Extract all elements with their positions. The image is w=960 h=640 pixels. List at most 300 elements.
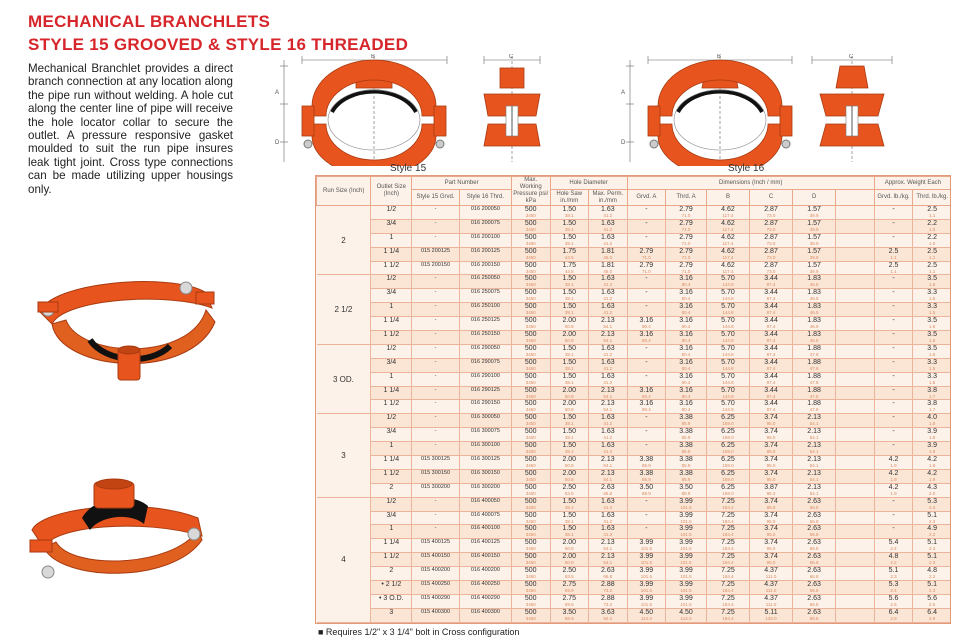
outlet-size-cell-value: 3/4 (386, 219, 397, 227)
thrd-a-cell (666, 386, 707, 400)
header-dim-d: D (793, 190, 836, 206)
dim-c-cell (750, 303, 793, 317)
weight-thrd-cell-value: 3.3 (927, 289, 938, 297)
weight-grvd-cell (874, 428, 913, 442)
dim-b-cell-value: 4.62 (721, 219, 735, 227)
dim-b-cell-metric: 184.4 (722, 574, 734, 580)
pressure-cell (511, 483, 550, 497)
max-perm-cell (589, 233, 628, 247)
filler-cell (836, 386, 875, 400)
part-style15-cell (412, 525, 460, 539)
weight-thrd-cell-metric: 1.6 (929, 351, 936, 357)
hole-saw-cell-metric: 38.1 (564, 379, 574, 385)
max-perm-cell-metric: 41.2 (603, 351, 613, 357)
grvd-a-cell-value: 2.79 (639, 261, 654, 269)
pressure-cell-metric: 3450 (525, 435, 536, 441)
part-style16-cell-value: 016 400150 (470, 553, 500, 560)
pressure-cell (511, 344, 550, 358)
part-style15-cell (412, 414, 460, 428)
part-style15-cell-value: - (434, 358, 437, 365)
dim-d-cell-value: 1.88 (807, 358, 821, 366)
weight-thrd-cell-value: 2.5 (927, 261, 938, 269)
table-body (317, 206, 952, 623)
branchlet-photo-style16 (22, 478, 212, 593)
weight-grvd-cell (874, 261, 913, 275)
max-perm-cell-value: 2.13 (601, 400, 615, 408)
max-perm-cell-metric: 41.2 (603, 504, 613, 510)
weight-thrd-cell-metric: 1.5 (929, 379, 936, 385)
part-style16-cell (459, 386, 511, 400)
weight-grvd-cell-value: - (892, 275, 895, 283)
dim-b-cell-value: 5.70 (721, 303, 735, 311)
grvd-a-cell-value: - (645, 275, 648, 283)
max-perm-cell-metric: 54.1 (603, 463, 613, 469)
dim-d-cell-metric: 46.5 (809, 310, 819, 316)
weight-thrd-cell (913, 317, 951, 331)
table-row (317, 428, 952, 442)
dim-b-cell-value: 5.70 (721, 344, 735, 352)
max-perm-cell (589, 206, 628, 220)
part-style16-cell-value: 016 400050 (470, 497, 500, 504)
thrd-a-cell-metric: 71.0 (681, 240, 691, 246)
dim-b-cell-value: 4.62 (721, 233, 735, 241)
dim-d-cell-value: 2.63 (807, 539, 821, 547)
table-row (317, 372, 952, 386)
dim-c-cell-metric: 73.0 (766, 254, 776, 260)
weight-grvd-cell (874, 303, 913, 317)
dim-c-cell-value: 3.74 (764, 539, 778, 547)
dim-b-cell-metric: 117.4 (722, 213, 734, 218)
dim-label-a: A (275, 90, 280, 96)
weight-thrd-cell (913, 525, 951, 539)
weight-grvd-cell-metric: 1.9 (890, 476, 897, 482)
dim-c-cell-value: 2.87 (764, 233, 778, 241)
part-style15-cell (412, 386, 460, 400)
thrd-a-cell-value: 3.99 (679, 553, 693, 561)
outlet-size-cell-value: 1/2 (386, 206, 397, 213)
weight-thrd-cell-metric: 2.5 (929, 601, 936, 607)
dim-c-cell (750, 358, 793, 372)
outlet-size-cell-value: 1 (389, 442, 394, 450)
dim-b-cell-value: 5.70 (721, 358, 735, 366)
dim-b-cell-value: 6.25 (721, 428, 735, 436)
dim-d-cell-metric: 46.5 (809, 338, 819, 344)
max-perm-cell-value: 1.63 (601, 233, 615, 241)
pressure-cell-metric: 3450 (525, 310, 536, 316)
pressure-cell (511, 525, 550, 539)
outlet-size-cell (371, 497, 412, 511)
grvd-a-cell-value: 3.99 (639, 594, 654, 602)
thrd-a-cell (666, 400, 707, 414)
part-style16-cell-value: 016 400125 (470, 539, 500, 546)
thrd-a-cell (666, 289, 707, 303)
thrd-a-cell-value: 3.16 (679, 331, 693, 339)
table-row (317, 317, 952, 331)
pressure-cell-metric: 3450 (525, 615, 536, 621)
dim-b-cell (706, 608, 749, 622)
hole-saw-cell-metric: 38.1 (564, 449, 574, 455)
weight-thrd-cell-value: 3.8 (927, 386, 938, 394)
product-description: Mechanical Branchlet provides a direct branch connection at any location along the pipe run without welding. A hole cut along the center line of pipe will receive the hole locator collar to secure the outlet. A pressure responsive gasket moulded to suit the run pipe insures leak tight joint. Cross type connections can be made utilizing upper housings only. (28, 62, 233, 196)
hole-saw-cell-metric: 38.1 (564, 435, 574, 441)
pressure-cell (511, 456, 550, 470)
thrd-a-cell-value: 3.99 (679, 497, 693, 505)
outlet-size-cell (371, 303, 412, 317)
part-style15-cell (412, 483, 460, 497)
hole-saw-cell-metric: 69.9 (564, 588, 574, 594)
weight-thrd-cell-metric: 2.4 (929, 504, 936, 510)
outlet-size-cell-value: 2 (389, 483, 394, 491)
pressure-cell-metric: 3450 (525, 254, 536, 260)
pressure-cell (511, 261, 550, 275)
part-style15-cell-value: 015 400125 (420, 539, 451, 546)
part-style15-cell (412, 358, 460, 372)
part-style16-cell (459, 372, 511, 386)
hole-saw-cell-value: 1.50 (562, 206, 577, 213)
outlet-size-cell (371, 247, 412, 261)
max-perm-cell-metric: 92.2 (603, 615, 613, 621)
thrd-a-cell (666, 483, 707, 497)
dim-c-cell-metric: 95.0 (766, 546, 776, 552)
pressure-cell (511, 358, 550, 372)
hole-saw-cell-value: 1.50 (562, 428, 577, 436)
grvd-a-cell-metric: 101.5 (640, 588, 652, 594)
dim-c-cell-value: 3.44 (764, 344, 778, 352)
thrd-a-cell-metric: 80.4 (681, 296, 691, 302)
weight-thrd-cell-value: 3.3 (927, 372, 938, 380)
max-perm-cell (589, 428, 628, 442)
grvd-a-cell-metric: 80.4 (641, 338, 651, 344)
weight-thrd-cell-metric: 1.0 (929, 240, 936, 246)
weight-thrd-cell (913, 608, 951, 622)
thrd-a-cell (666, 344, 707, 358)
pressure-cell-metric: 3450 (525, 324, 536, 330)
weight-thrd-cell (913, 303, 951, 317)
grvd-a-cell (627, 511, 666, 525)
weight-grvd-cell-value: - (892, 414, 895, 422)
hole-saw-cell (550, 317, 589, 331)
header-run-size: Run Size (Inch) (317, 177, 371, 206)
dim-d-cell-metric: 47.8 (809, 351, 819, 357)
dim-b-cell (706, 483, 749, 497)
style16-drawing (612, 54, 902, 166)
pressure-cell-metric: 3450 (525, 351, 536, 357)
dim-b-cell-value: 7.25 (721, 539, 735, 547)
weight-grvd-cell-metric: 1.1 (890, 254, 897, 260)
hole-saw-cell-metric: 38.1 (564, 282, 574, 288)
grvd-a-cell-metric: 71.0 (641, 254, 651, 260)
outlet-size-cell-value: 1/2 (386, 275, 397, 283)
max-perm-cell-value: 1.81 (601, 261, 615, 269)
dim-c-cell-value: 4.37 (764, 567, 778, 575)
grvd-a-cell (627, 331, 666, 345)
pressure-cell-metric: 3450 (525, 393, 536, 399)
max-perm-cell-value: 1.63 (601, 206, 615, 213)
dim-b-cell (706, 539, 749, 553)
table-row (317, 511, 952, 525)
filler-cell (836, 539, 875, 553)
outlet-size-cell-value: 1 (389, 372, 394, 380)
dim-c-cell-metric: 87.4 (766, 379, 776, 385)
max-perm-cell (589, 331, 628, 345)
hole-saw-cell (550, 469, 589, 483)
part-style15-cell-value: - (434, 219, 437, 226)
weight-thrd-cell-metric: 2.0 (929, 490, 936, 496)
hole-saw-cell-value: 2.50 (562, 567, 577, 575)
weight-grvd-cell (874, 497, 913, 511)
thrd-a-cell (666, 525, 707, 539)
thrd-a-cell-value: 3.99 (679, 567, 693, 575)
dim-c-cell-metric: 95.0 (766, 532, 776, 538)
part-style16-cell-value: 016 200075 (470, 219, 500, 226)
hole-saw-cell-value: 2.00 (562, 331, 577, 339)
dim-b-cell-value: 4.62 (721, 261, 735, 269)
dim-d-cell-metric: 54.1 (809, 421, 819, 427)
hole-saw-cell-value: 1.50 (562, 525, 577, 533)
pressure-cell-value: 500 (524, 247, 537, 255)
dim-c-cell-value: 3.44 (764, 317, 778, 325)
pressure-cell (511, 553, 550, 567)
dim-c-cell-value: 2.87 (764, 206, 778, 213)
outlet-size-cell (371, 372, 412, 386)
thrd-a-cell-metric: 101.5 (680, 504, 692, 510)
dim-b-cell (706, 331, 749, 345)
dim-d-cell-metric: 66.8 (809, 518, 819, 524)
hole-saw-cell-metric: 38.1 (564, 532, 574, 538)
weight-grvd-cell (874, 275, 913, 289)
thrd-a-cell-metric: 80.4 (681, 393, 691, 399)
hole-saw-cell-value: 1.75 (562, 247, 577, 255)
dim-d-cell (793, 511, 836, 525)
part-style15-cell (412, 275, 460, 289)
weight-grvd-cell-value: - (892, 400, 895, 408)
grvd-a-cell (627, 567, 666, 581)
max-perm-cell (589, 497, 628, 511)
header-weight-grvd: Grvd. lb./kg. (874, 190, 913, 206)
hole-saw-cell-value: 2.75 (562, 581, 577, 589)
dim-c-cell-metric: 95.0 (766, 421, 776, 427)
part-style16-cell-value: 016 290125 (470, 386, 500, 393)
dim-d-cell (793, 456, 836, 470)
weight-grvd-cell-value: - (892, 372, 895, 380)
weight-grvd-cell-metric: 2.5 (890, 601, 897, 607)
outlet-size-cell-value: 1 1/4 (383, 456, 400, 464)
dim-b-cell-metric: 144.8 (722, 282, 734, 288)
dim-c-cell-value: 3.74 (764, 525, 778, 533)
weight-grvd-cell-value: 4.2 (888, 469, 899, 477)
dim-d-cell-metric: 46.5 (809, 282, 819, 288)
dim-c-cell-metric: 87.4 (766, 282, 776, 288)
weight-thrd-cell-metric: 1.0 (929, 226, 936, 232)
outlet-size-cell (371, 386, 412, 400)
dim-b-cell-metric: 144.8 (722, 296, 734, 302)
max-perm-cell-value: 2.63 (601, 567, 615, 575)
pressure-cell-metric: 3450 (525, 449, 536, 455)
weight-thrd-cell-value: 2.2 (927, 219, 938, 227)
dim-b-cell (706, 358, 749, 372)
thrd-a-cell-metric: 80.4 (681, 310, 691, 316)
header-dimensions: Dimensions (Inch / mm) (627, 177, 874, 190)
max-perm-cell-metric: 41.2 (603, 421, 613, 427)
grvd-a-cell (627, 358, 666, 372)
part-style16-cell-value: 016 300125 (470, 456, 500, 463)
thrd-a-cell-metric: 71.0 (681, 268, 691, 274)
pressure-cell-metric: 3450 (525, 365, 536, 371)
dim-b-cell-value: 7.25 (721, 608, 735, 616)
thrd-a-cell-metric: 101.5 (680, 588, 692, 594)
dim-b-cell (706, 414, 749, 428)
pressure-cell-metric: 3450 (525, 407, 536, 413)
weight-grvd-cell (874, 331, 913, 345)
weight-grvd-cell-value: - (892, 317, 895, 325)
pressure-cell-value: 500 (524, 344, 537, 352)
table-row (317, 581, 952, 595)
table-row (317, 233, 952, 247)
dim-c-cell (750, 442, 793, 456)
header-thrd-a: Thrd. A (666, 190, 707, 206)
filler-cell (836, 594, 875, 608)
thrd-a-cell-metric: 80.4 (681, 338, 691, 344)
hole-saw-cell-value: 1.50 (562, 372, 577, 380)
dim-d-cell-value: 1.88 (807, 400, 821, 408)
weight-thrd-cell-metric: 1.6 (929, 324, 936, 330)
weight-grvd-cell-metric: 2.4 (890, 546, 897, 552)
max-perm-cell-value: 1.63 (601, 219, 615, 227)
table-row (317, 386, 952, 400)
pressure-cell-metric: 3450 (525, 338, 536, 344)
weight-thrd-cell (913, 247, 951, 261)
weight-grvd-cell-value: - (892, 303, 895, 311)
pressure-cell-metric: 3450 (525, 213, 536, 218)
part-style15-cell (412, 344, 460, 358)
grvd-a-cell-value: - (645, 442, 648, 450)
pressure-cell-metric: 3450 (525, 490, 536, 496)
dim-c-cell-value: 4.37 (764, 594, 778, 602)
thrd-a-cell-value: 3.99 (679, 594, 693, 602)
grvd-a-cell (627, 456, 666, 470)
dim-d-cell (793, 289, 836, 303)
pressure-cell-value: 500 (524, 553, 537, 561)
dim-c-cell-metric: 87.4 (766, 310, 776, 316)
dim-c-cell (750, 400, 793, 414)
thrd-a-cell-value: 3.16 (679, 317, 693, 325)
weight-grvd-cell-value: - (892, 497, 895, 505)
part-style16-cell (459, 344, 511, 358)
dim-c-cell-value: 3.74 (764, 456, 778, 464)
dim-d-cell-metric: 54.1 (809, 463, 819, 469)
pressure-cell-value: 500 (524, 233, 537, 241)
grvd-a-cell (627, 261, 666, 275)
filler-cell (836, 275, 875, 289)
dim-b-cell (706, 511, 749, 525)
thrd-a-cell (666, 608, 707, 622)
dim-c-cell-value: 3.74 (764, 497, 778, 505)
hole-saw-cell-metric: 50.8 (564, 338, 574, 344)
dim-c-cell (750, 261, 793, 275)
dim-b-cell-metric: 159.0 (722, 463, 734, 469)
pressure-cell-value: 500 (524, 386, 537, 394)
dim-b-cell-value: 4.62 (721, 247, 735, 255)
filler-cell (836, 317, 875, 331)
max-perm-cell (589, 400, 628, 414)
weight-thrd-cell-value: 4.8 (927, 567, 938, 575)
thrd-a-cell-metric: 71.0 (681, 254, 691, 260)
hole-saw-cell (550, 206, 589, 220)
weight-grvd-cell-metric: 2.9 (890, 615, 897, 621)
part-style15-cell (412, 206, 460, 220)
grvd-a-cell (627, 497, 666, 511)
dim-b-cell-value: 6.25 (721, 414, 735, 422)
thrd-a-cell-metric: 85.9 (681, 476, 691, 482)
part-style15-cell (412, 261, 460, 275)
hole-saw-cell-metric: 50.8 (564, 324, 574, 330)
pressure-cell-value: 500 (524, 317, 537, 325)
page-subtitle: STYLE 15 GROOVED & STYLE 16 THREADED (28, 35, 409, 54)
part-style16-cell (459, 567, 511, 581)
dim-c-cell-value: 3.74 (764, 553, 778, 561)
dim-c-cell (750, 594, 793, 608)
dim-b-cell-value: 7.25 (721, 525, 735, 533)
thrd-a-cell-metric: 80.4 (681, 365, 691, 371)
dim-b-cell-metric: 159.0 (722, 490, 734, 496)
dim-b-cell-metric: 184.4 (722, 601, 734, 607)
weight-thrd-cell (913, 400, 951, 414)
part-style15-cell (412, 317, 460, 331)
part-style16-cell-value: 016 400250 (470, 581, 500, 588)
dim-d-cell-value: 1.57 (807, 219, 821, 227)
dim-d-cell-value: 2.63 (807, 525, 821, 533)
dim-d-cell-value: 1.88 (807, 344, 821, 352)
weight-thrd-cell (913, 289, 951, 303)
weight-grvd-cell-value: 4.2 (888, 483, 899, 491)
table-row (317, 219, 952, 233)
grvd-a-cell (627, 483, 666, 497)
weight-thrd-cell-value: 3.5 (927, 317, 938, 325)
weight-thrd-cell-metric: 2.2 (929, 574, 936, 580)
outlet-size-cell (371, 261, 412, 275)
thrd-a-cell-value: 3.16 (679, 275, 693, 283)
outlet-size-cell-value: 1/2 (386, 344, 397, 352)
dim-b-cell-value: 7.25 (721, 594, 735, 602)
page-title: MECHANICAL BRANCHLETS (28, 12, 271, 31)
run-size-cell: 3 OD. (317, 344, 371, 413)
filler-cell (836, 525, 875, 539)
thrd-a-cell-metric: 80.4 (681, 282, 691, 288)
max-perm-cell-value: 1.63 (601, 344, 615, 352)
table-row (317, 497, 952, 511)
pressure-cell-metric: 3450 (525, 226, 536, 232)
grvd-a-cell (627, 386, 666, 400)
dim-d-cell-metric: 54.1 (809, 490, 819, 496)
table-row (317, 303, 952, 317)
filler-cell (836, 372, 875, 386)
part-style16-cell (459, 247, 511, 261)
hole-saw-cell (550, 567, 589, 581)
thrd-a-cell-value: 3.16 (679, 289, 693, 297)
weight-grvd-cell (874, 567, 913, 581)
hole-saw-cell-metric: 38.1 (564, 213, 574, 218)
weight-grvd-cell-value: - (892, 428, 895, 436)
grvd-a-cell-metric: 101.5 (640, 601, 652, 607)
header-dim-b: B (706, 190, 749, 206)
thrd-a-cell (666, 497, 707, 511)
hole-saw-cell-metric: 50.8 (564, 463, 574, 469)
dim-d-cell (793, 386, 836, 400)
pressure-cell (511, 289, 550, 303)
hole-saw-cell-value: 1.50 (562, 275, 577, 283)
grvd-a-cell (627, 400, 666, 414)
hole-saw-cell-metric: 50.8 (564, 546, 574, 552)
